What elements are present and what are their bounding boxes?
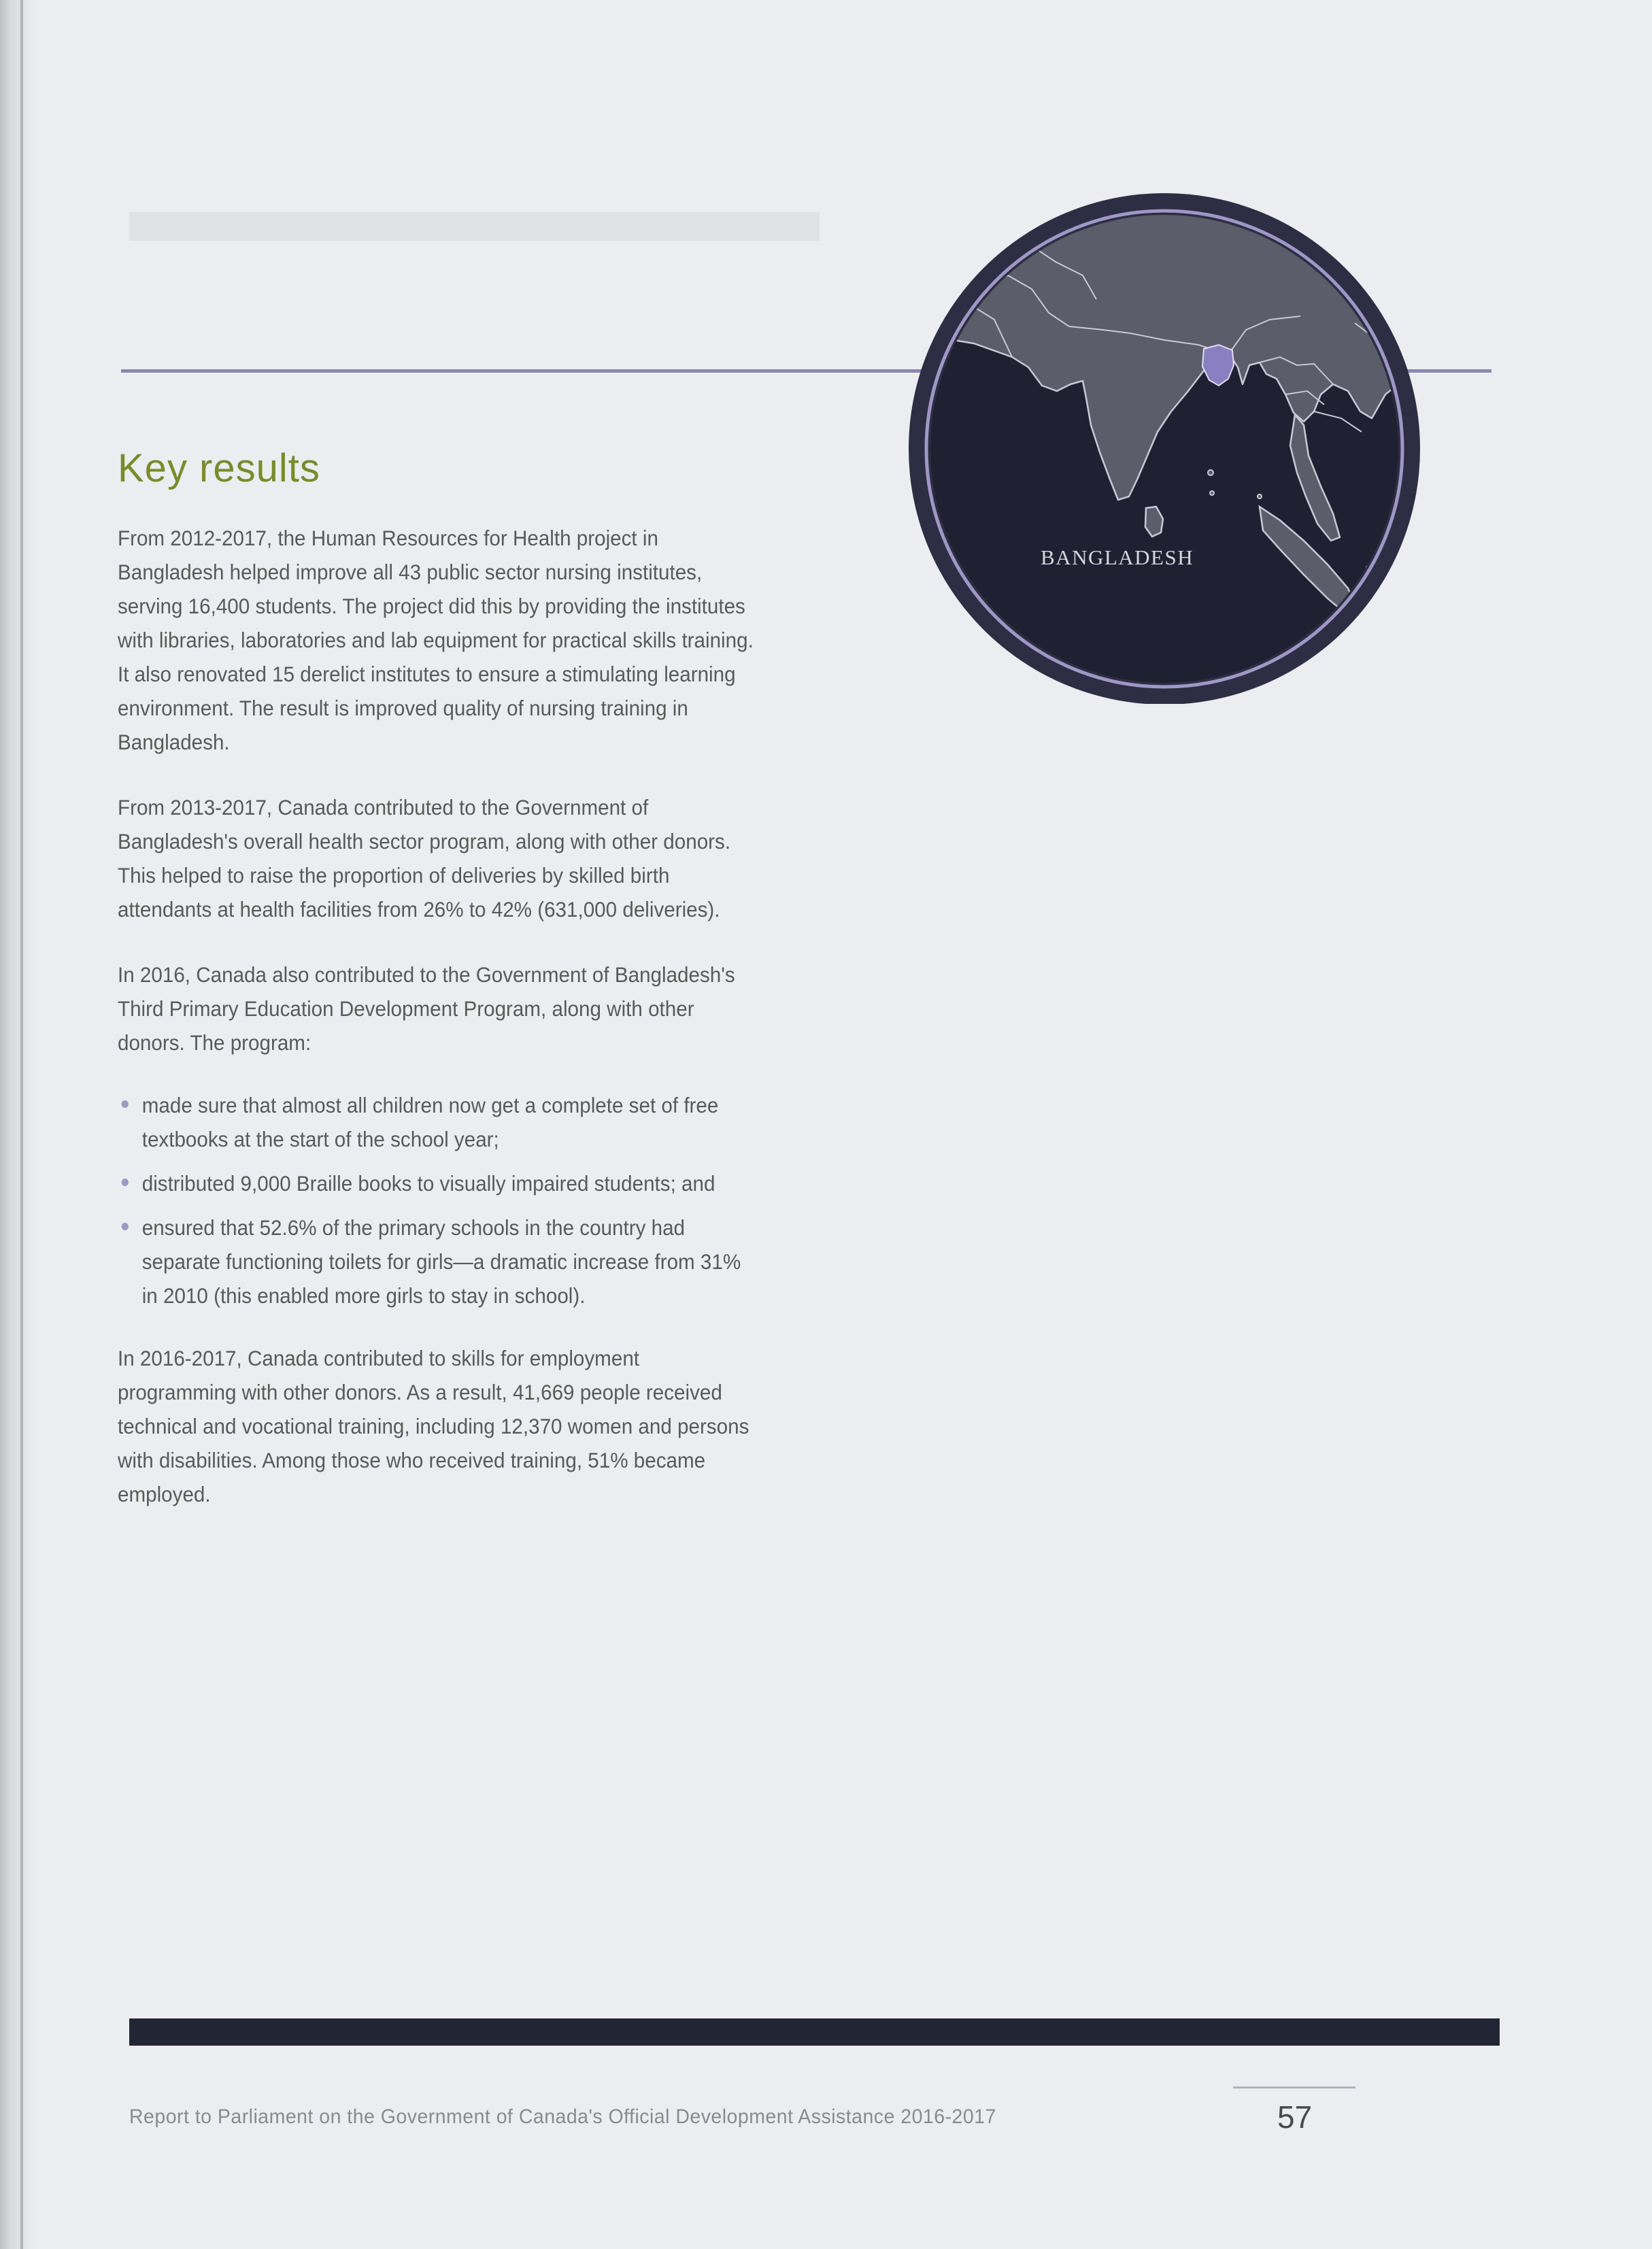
page-binding-edge [0,0,35,2249]
map-land-philippines [1430,405,1453,459]
body-text-column [118,521,757,1542]
map-label: BANGLADESH [1041,545,1194,569]
page-number: 57 [1277,2099,1313,2135]
bullet-icon [122,1179,129,1186]
bottom-bar [129,2018,1500,2046]
program-results-list [118,1088,757,1313]
bangladesh-locator-map [879,187,1453,704]
paragraph-health-sector: From 2013-2017, Canada contributed to the Government of Bangladesh's overall health sector program, along with other donors. This helped to raise the proportion of deliveries by skilled birth attendants at health facilities from 26% to 42% (631,000 deliveries). [118,795,731,921]
footer-rule [1233,2086,1355,2089]
footer-report-title: Report to Parliament on the Government of Canada's Official Development Assistance 2016-2017 [129,2106,996,2128]
bullet-icon [122,1100,129,1108]
map-land-java [1358,622,1419,636]
list-item-text: distributed 9,000 Braille books to visually impaired students; and [141,1171,715,1196]
list-item-text: made sure that almost all children now get a complete set of free textbooks at the start of the school year; [141,1093,719,1151]
map-inset [879,187,1453,704]
binding-line [20,0,23,2249]
bullet-icon [122,1223,129,1230]
list-item-text: ensured that 52.6% of the primary schools in the country had separate functioning toilets for girls—a dramatic increase from 31% in 2010 (this enabled more girls to stay in school). [141,1215,741,1308]
list-item [118,1211,757,1313]
list-item [118,1088,757,1156]
paragraph-skills-employment: In 2016-2017, Canada contributed to skills for employment programming with other donors. As a result, 41,669 people received technical and vocational training, including 12,370 women and persons with disabilities. Among those who received training, 51% became employed. [118,1346,749,1506]
section-heading: Key results [118,446,320,490]
top-band [129,212,820,241]
paragraph-nursing: From 2012-2017, the Human Resources for Health project in Bangladesh helped improve all 43 public sector nursing institutes, serving 16,400 students. The project did this by providing the institutes with libraries, laboratories and lab equipment for practical skills training. It also renovated 15 derelict institutes to ensure a stimulating learning environment. The result is improved quality of nursing training in Bangladesh. [118,526,754,754]
list-item [118,1166,757,1200]
paragraph-education: In 2016, Canada also contributed to the Government of Bangladesh's Third Primary Education Development Program, along with other donors. The program: [118,962,735,1055]
